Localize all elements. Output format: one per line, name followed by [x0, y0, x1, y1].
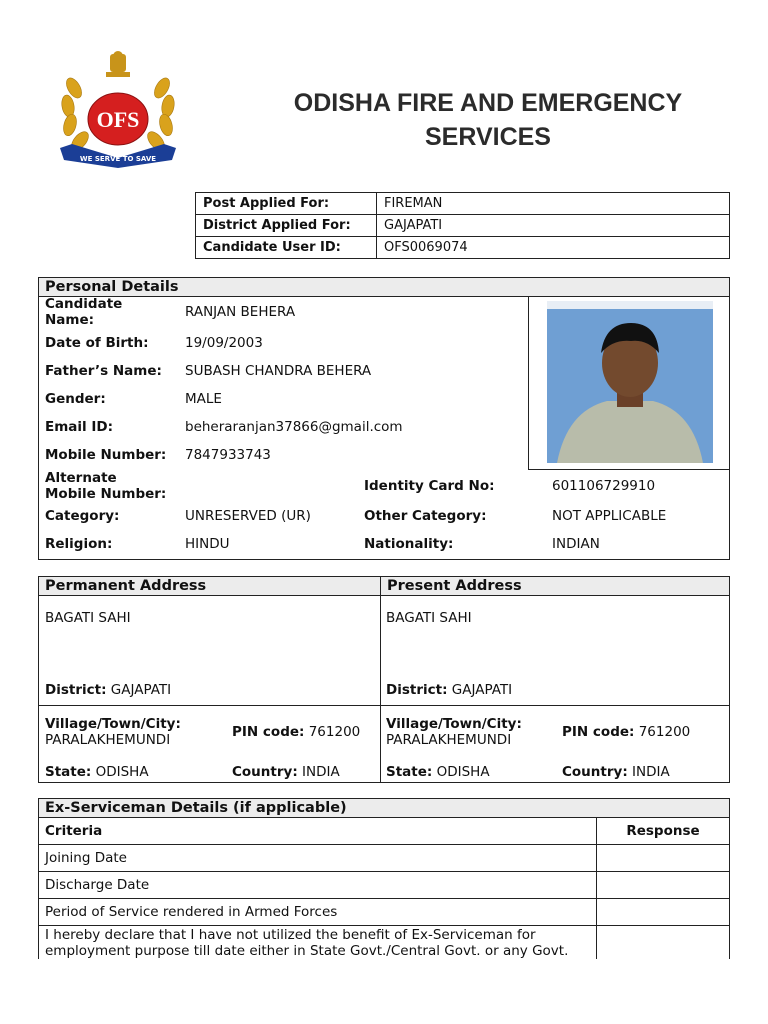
present-address-line: BAGATI SAHI [386, 610, 472, 626]
present-address-box [381, 577, 729, 782]
response-cell [597, 845, 730, 872]
permanent-state: State: ODISHA [45, 764, 149, 780]
dob-label: Date of Birth: [45, 335, 149, 351]
user-id-value: OFS0069074 [377, 237, 730, 259]
ex-serviceman-table [38, 798, 730, 959]
idcard-value: 601106729910 [552, 478, 656, 494]
permanent-address-line: BAGATI SAHI [45, 610, 131, 626]
permanent-pin: PIN code: 761200 [232, 724, 361, 740]
page-title [260, 86, 716, 154]
response-cell [597, 899, 730, 926]
present-address-heading: Present Address [381, 577, 729, 596]
mobile-value: 7847933743 [185, 447, 271, 463]
candidate-photo-frame [528, 296, 730, 470]
mobile-label: Mobile Number: [45, 447, 167, 463]
email-value: beheraranjan37866@gmail.com [185, 419, 403, 435]
name-label: Candidate Name: [45, 296, 123, 328]
alt-mobile-label: Alternate Mobile Number: [45, 470, 167, 502]
permanent-village: Village/Town/City: PARALAKHEMUNDI [45, 716, 181, 748]
table-row [39, 799, 730, 818]
permanent-district: District: GAJAPATI [45, 682, 172, 698]
permanent-country: Country: INDIA [232, 764, 340, 780]
district-applied-value: GAJAPATI [377, 215, 730, 237]
nationality-value: INDIAN [552, 536, 600, 552]
criteria-cell: Joining Date [39, 845, 597, 872]
present-pin: PIN code: 761200 [562, 724, 691, 740]
present-state: State: ODISHA [386, 764, 490, 780]
religion-label: Religion: [45, 536, 113, 552]
idcard-label: Identity Card No: [364, 478, 495, 494]
religion-value: HINDU [185, 536, 230, 552]
nationality-label: Nationality: [364, 536, 454, 552]
response-cell [597, 926, 730, 960]
other-category-value: NOT APPLICABLE [552, 508, 667, 524]
logo-text: OFS [96, 107, 140, 132]
permanent-address-box [39, 577, 381, 782]
response-cell [597, 872, 730, 899]
personal-details-heading: Personal Details [39, 278, 729, 297]
email-label: Email ID: [45, 419, 113, 435]
dob-value: 19/09/2003 [185, 335, 263, 351]
table-row [39, 926, 730, 960]
candidate-photo [547, 301, 713, 463]
present-district: District: GAJAPATI [386, 682, 513, 698]
ofs-logo [52, 48, 184, 176]
post-applied-label: Post Applied For: [196, 193, 377, 215]
divider [381, 705, 729, 706]
father-label: Father’s Name: [45, 363, 162, 379]
user-id-label: Candidate User ID: [196, 237, 377, 259]
criteria-cell: I hereby declare that I have not utilized the benefit of Ex-Serviceman for employment purpose till date either in State Govt./Central Govt. or any Govt. [39, 926, 597, 960]
district-applied-label: District Applied For: [196, 215, 377, 237]
table-row [39, 872, 730, 899]
table-row [39, 845, 730, 872]
address-section [38, 576, 730, 783]
other-category-label: Other Category: [364, 508, 487, 524]
response-header: Response [597, 818, 730, 845]
table-row [196, 193, 730, 215]
criteria-cell: Period of Service rendered in Armed Forces [39, 899, 597, 926]
criteria-header: Criteria [39, 818, 597, 845]
present-village: Village/Town/City: PARALAKHEMUNDI [386, 716, 522, 748]
category-label: Category: [45, 508, 120, 524]
category-value: UNRESERVED (UR) [185, 508, 311, 524]
present-country: Country: INDIA [562, 764, 670, 780]
logo-motto: WE SERVE TO SAVE [79, 155, 157, 163]
gender-value: MALE [185, 391, 222, 407]
table-row [196, 237, 730, 259]
table-row [39, 899, 730, 926]
ex-serviceman-heading: Ex-Serviceman Details (if applicable) [39, 799, 730, 818]
title-line-2: SERVICES [425, 123, 551, 151]
criteria-cell: Discharge Date [39, 872, 597, 899]
application-table [195, 192, 730, 259]
name-value: RANJAN BEHERA [185, 304, 296, 320]
permanent-address-heading: Permanent Address [39, 577, 380, 596]
table-row [39, 818, 730, 845]
post-applied-value: FIREMAN [377, 193, 730, 215]
gender-label: Gender: [45, 391, 106, 407]
father-value: SUBASH CHANDRA BEHERA [185, 363, 372, 379]
table-row [196, 215, 730, 237]
divider [39, 705, 380, 706]
title-line-1: ODISHA FIRE AND EMERGENCY [293, 89, 683, 117]
